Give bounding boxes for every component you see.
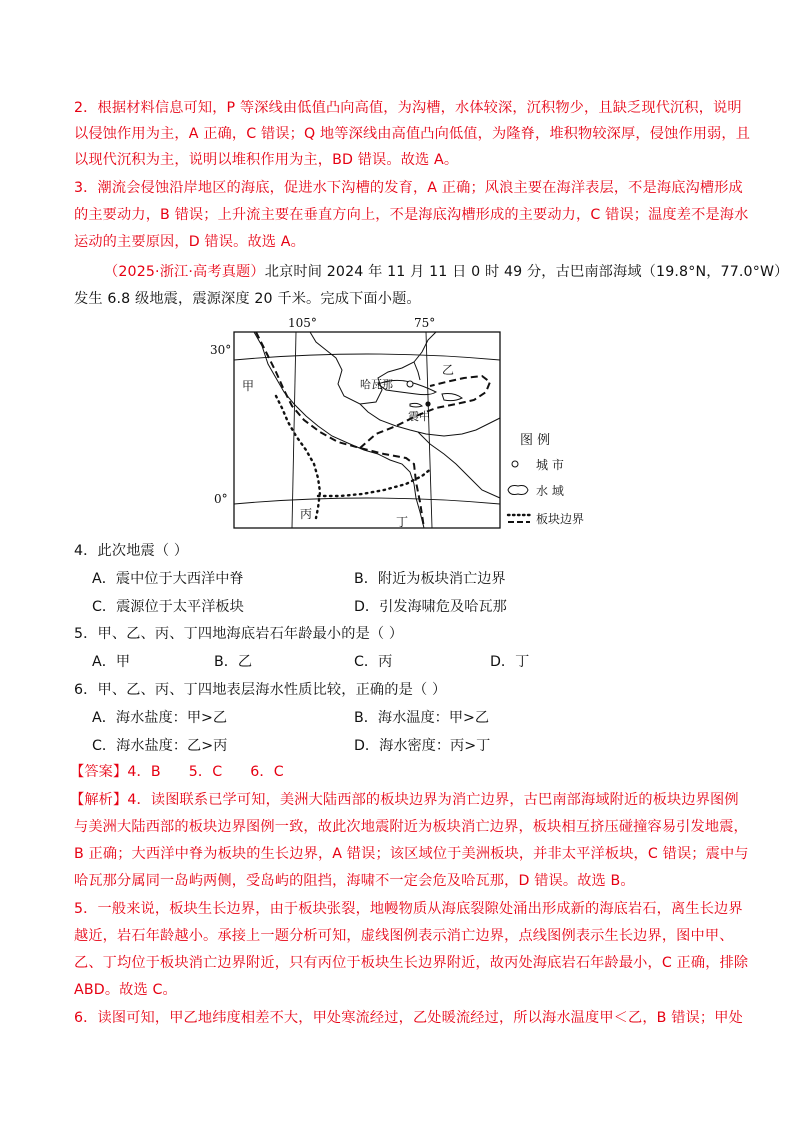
analysis-label: 【解析】: [70, 792, 128, 808]
question-stem-line-2: 发生 6.8 级地震，震源深度 20 千米。完成下面小题。: [74, 291, 421, 307]
label-havana: 哈瓦那: [360, 378, 393, 391]
question-5-stem: 5．甲、乙、丙、丁四地海底岩石年龄最小的是（ ）: [74, 626, 404, 642]
analysis-line: 越近，岩石年龄越小。承接上一题分析可知，虚线图例表示消亡边界，点线图例表示生长边界，图中甲、: [74, 928, 734, 944]
question-stem-line: [104, 262, 789, 282]
gulf-coastline: [310, 332, 436, 404]
legend-boundary-label: 板块边界: [536, 512, 585, 526]
q5-option-a[interactable]: A．甲: [92, 654, 131, 670]
epicenter-marker: [425, 401, 430, 406]
analysis-line: ABD。故选 C。: [74, 982, 177, 998]
lon-label-105: 105°: [288, 316, 317, 330]
lon-label-75: 75°: [414, 316, 436, 330]
analysis-line: 6．读图可知，甲乙地纬度相差不大，甲处寒流经过，乙处暖流经过，所以海水温度甲＜乙，B 错误；甲处: [74, 1010, 743, 1026]
analysis-line: 哈瓦那分属同一岛屿两侧，受岛屿的阻挡，海啸不一定会危及哈瓦那，D 错误。故选 B。: [74, 873, 635, 889]
q4-option-a[interactable]: A．震中位于大西洋中脊: [92, 571, 244, 587]
plate-boundary-map: [210, 312, 630, 534]
lat-label-0: 0°: [214, 492, 228, 506]
q6-option-b[interactable]: B．海水温度：甲>乙: [354, 710, 490, 726]
q6-option-d[interactable]: D．海水密度：丙>丁: [354, 738, 491, 754]
analysis-line: 乙、丁均位于板块消亡边界附近，只有丙位于板块生长边界附近，故丙处海底岩石年龄最小，C 正确，排除: [74, 955, 749, 971]
analysis-text: 4．读图联系已学可知，美洲大陆西部的板块边界为消亡边界，古巴南部海域附近的板块边界图例: [127, 792, 739, 808]
explanation-line: 运动的主要原因，D 错误。故选 A。: [74, 234, 305, 250]
hispaniola-island: [442, 394, 462, 401]
analysis-line: 与美洲大陆西部的板块边界图例一致，故此次地震附近为板块消亡边界，板块相互挤压碰撞容易引发地震，: [74, 819, 748, 835]
answer-text: 4．B 5．C 6．C: [127, 764, 284, 780]
legend-water-label: 水 域: [536, 484, 564, 498]
label-epicenter: 震中: [408, 410, 430, 423]
explanation-line: 2．根据材料信息可知，P 等深线由低值凸向高值，为沟槽，水体较深，沉积物少，且缺乏现代沉积，说明: [74, 100, 742, 116]
q5-option-c[interactable]: C．丙: [354, 654, 393, 670]
q4-option-d[interactable]: D．引发海啸危及哈瓦那: [354, 599, 507, 615]
q5-option-b[interactable]: B．乙: [214, 654, 253, 670]
answer-label: 【答案】: [70, 764, 128, 780]
question-4-stem: 4．此次地震（ ）: [74, 543, 189, 559]
jamaica-island: [410, 403, 422, 407]
map-frame: [234, 332, 500, 528]
equator-line: [234, 498, 500, 504]
analysis-line: 5．一般来说，板块生长边界，由于板块张裂，地幔物质从海底裂隙处涌出形成新的海底岩石，离生长边界: [74, 901, 743, 917]
legend-water-icon: [508, 486, 528, 495]
lat-label-30: 30°: [210, 343, 232, 357]
label-ding: 丁: [396, 515, 409, 529]
label-yi: 乙: [442, 363, 455, 377]
latitude-30-line: [234, 354, 500, 360]
question-6-stem: 6．甲、乙、丙、丁四地表层海水性质比较，正确的是（ ）: [74, 682, 447, 698]
legend-city-icon: [512, 461, 518, 467]
q4-option-c[interactable]: C．震源位于太平洋板块: [92, 599, 244, 615]
havana-city-marker: [407, 381, 413, 387]
explanation-line: 3．潮流会侵蚀沿岸地区的海底，促进水下沟槽的发育，A 正确；风浪主要在海洋表层，不是海底沟槽形成: [74, 180, 743, 196]
q6-option-a[interactable]: A．海水盐度：甲>乙: [92, 710, 228, 726]
analysis-line: [70, 790, 739, 810]
stem-text: 北京时间 2024 年 11 月 11 日 0 时 49 分，古巴南部海域（19.8°N，77.0°W）: [264, 264, 789, 280]
q4-option-b[interactable]: B．附近为板块消亡边界: [354, 571, 506, 587]
meridian-75: [426, 332, 432, 528]
q6-option-c[interactable]: C．海水盐度：乙>丙: [92, 738, 228, 754]
label-jia: 甲: [242, 379, 255, 393]
source-tag: （2025·浙江·高考真题）: [104, 264, 265, 280]
explanation-line: 以侵蚀作用为主，A 正确，C 错误；Q 地等深线由高值凸向低值，为隆脊，堆积物较深厚，侵蚀作用弱，且: [74, 126, 751, 142]
q5-option-d[interactable]: D．丁: [490, 654, 530, 670]
legend-title: 图 例: [520, 433, 551, 448]
answer-line: [70, 762, 730, 782]
analysis-line: B 正确；大西洋中脊为板块的生长边界，A 错误；该区域位于美洲板块，并非太平洋板块，C 错误；震中与: [74, 846, 749, 862]
florida-coast: [414, 362, 420, 380]
explanation-line: 以现代沉积为主，说明以堆积作用为主，BD 错误。故选 A。: [74, 152, 459, 168]
explanation-line: 的主要动力，B 错误；上升流主要在垂直方向上，不是海底沟槽形成的主要动力，C 错误；温度差不是海水: [74, 207, 749, 223]
label-bing: 丙: [300, 507, 313, 521]
legend-city-label: 城 市: [536, 458, 564, 472]
